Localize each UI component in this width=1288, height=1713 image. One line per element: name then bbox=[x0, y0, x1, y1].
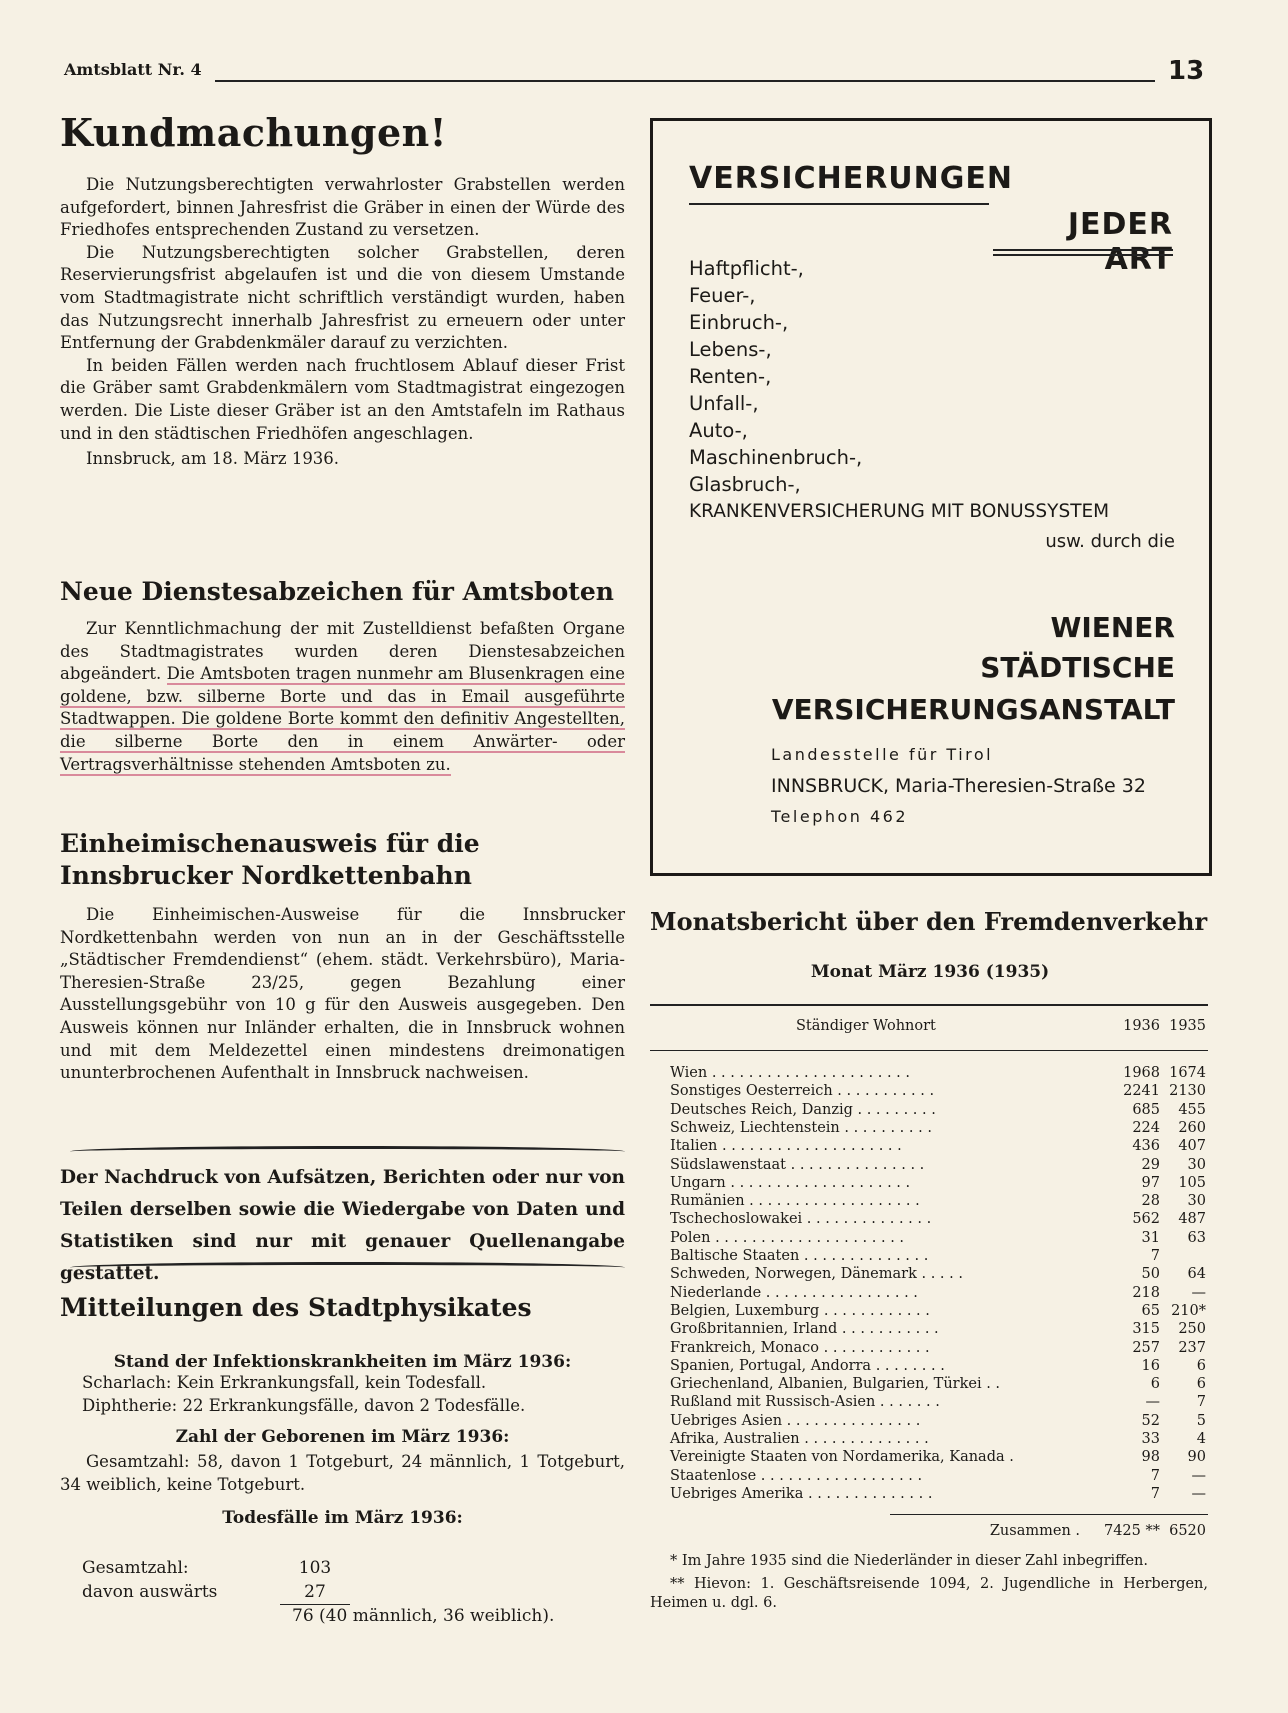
dienstesabzeichen-paragraph bbox=[60, 618, 625, 776]
row-country: Südslawenstaat . . . . . . . . . . . . . . . bbox=[670, 1156, 925, 1173]
row-value-1935: 105 bbox=[1178, 1174, 1206, 1191]
row-value-1936: 29 bbox=[1141, 1156, 1160, 1173]
einheimischen-title: Einheimischenausweis für die Innsbrucker Nordkettenbahn bbox=[60, 829, 480, 890]
table-row bbox=[650, 1339, 1208, 1357]
ad-item-auto: Auto-, bbox=[689, 419, 748, 442]
row-country: Afrika, Australien . . . . . . . . . . . . . . bbox=[670, 1431, 929, 1447]
table-row bbox=[650, 1137, 1208, 1155]
row-value-1936: 98 bbox=[1141, 1449, 1160, 1466]
divider-top bbox=[70, 1146, 625, 1157]
einheimischen-body bbox=[60, 904, 625, 1085]
footnote-2: ** Hievon: 1. Geschäftsreisende 1094, 2. Jugendliche in Herbergen, Heimen u. dgl. 6. bbox=[650, 1576, 1208, 1611]
todes-row-1-label: Gesamtzahl: bbox=[82, 1558, 189, 1578]
kundmachungen-section bbox=[60, 110, 625, 155]
kundmachungen-paragraph-2: Die Nutzungsberechtigten solcher Grabstellen, deren Reservierungsfrist abgelaufen ist und die von diesem Umstande vom Stadtmagistrate nicht schriftlich verständigt wurden, haben das Nutzungsrecht innerhalb Jahresfrist zu erneuern oder unter Entfernung der Grabdenkmäler darauf zu verzichten. bbox=[60, 242, 625, 353]
ad-item-haftpflicht: Haftpflicht-, bbox=[689, 257, 804, 280]
row-country: Griechenland, Albanien, Bulgarien, Türkei . . bbox=[670, 1376, 1001, 1393]
row-value-1936: 97 bbox=[1141, 1174, 1160, 1191]
table-row bbox=[650, 1485, 1208, 1503]
row-value-1936: 1968 bbox=[1123, 1065, 1160, 1081]
row-value-1936: 16 bbox=[1141, 1357, 1160, 1374]
table-total-rule bbox=[890, 1514, 1208, 1515]
row-country: Schweiz, Liechtenstein . . . . . . . . . . bbox=[670, 1119, 932, 1136]
col-header-1936: 1936 bbox=[1123, 1018, 1160, 1034]
todes-result: 76 (40 männlich, 36 weiblich). bbox=[292, 1606, 555, 1626]
row-value-1935: 2130 bbox=[1169, 1083, 1206, 1100]
row-value-1935: 455 bbox=[1178, 1101, 1206, 1118]
col-header-wohnort: Ständiger Wohnort bbox=[796, 1018, 936, 1034]
dienstesabzeichen-text-b: Die Amtsboten tragen nunmehr am Blusenkragen eine goldene, bzw. silberne Borte und das in Email ausgeführte Stadtwappen. Die goldene Borte kommt den definitiv Angestellten, die silberne Borte den in einem Anwärter- oder Vertragsverhältnisse stehenden Amtsboten zu. bbox=[60, 664, 626, 774]
ad-rule-2 bbox=[993, 249, 1173, 256]
stadtphysikat-body bbox=[60, 1352, 625, 1528]
table-row bbox=[650, 1412, 1208, 1430]
row-value-1935: 237 bbox=[1178, 1339, 1206, 1356]
row-value-1936: 28 bbox=[1141, 1193, 1160, 1210]
row-value-1935: — bbox=[1191, 1467, 1206, 1484]
row-value-1935: 6 bbox=[1196, 1357, 1206, 1374]
row-country: Deutsches Reich, Danzig . . . . . . . . . bbox=[670, 1101, 936, 1118]
kundmachungen-paragraph-1: Die Nutzungsberechtigten verwahrloster Grabstellen werden aufgefordert, binnen Jahresfrist die Gräber in einen der Würde des Friedhofes entsprechenden Zustand zu versetzen. bbox=[60, 175, 625, 240]
row-value-1936: — bbox=[1145, 1394, 1160, 1411]
todes-heading: Todesfälle im März 1936: bbox=[222, 1508, 463, 1529]
infekt-line-2: Diphtherie: 22 Erkrankungsfälle, davon 2 Todesfälle. bbox=[82, 1395, 526, 1415]
table-row bbox=[650, 1393, 1208, 1411]
row-country: Frankreich, Monaco . . . . . . . . . . . . bbox=[670, 1339, 930, 1356]
todes-row-1-value: 103 bbox=[298, 1558, 332, 1578]
row-value-1935: 30 bbox=[1187, 1193, 1206, 1210]
infekt-heading: Stand der Infektionskrankheiten im März 1936: bbox=[113, 1352, 572, 1372]
row-value-1935: 210* bbox=[1171, 1302, 1206, 1319]
ad-address: INNSBRUCK, Maria-Theresien-Straße 32 bbox=[771, 775, 1146, 797]
header-left: Amtsblatt Nr. 4 bbox=[64, 60, 202, 79]
row-value-1935: 250 bbox=[1178, 1321, 1206, 1338]
row-country: Sonstiges Oesterreich . . . . . . . . . . . bbox=[670, 1083, 935, 1100]
row-country: Belgien, Luxemburg . . . . . . . . . . . . bbox=[670, 1302, 930, 1319]
footnotes bbox=[650, 1552, 1208, 1613]
row-value-1935: 407 bbox=[1178, 1138, 1206, 1155]
row-value-1935: 90 bbox=[1187, 1449, 1206, 1466]
ad-rule-1 bbox=[689, 203, 989, 205]
table-row bbox=[650, 1210, 1208, 1228]
kundmachungen-body bbox=[60, 174, 625, 471]
table-row bbox=[650, 1467, 1208, 1485]
table-row bbox=[650, 1430, 1208, 1448]
table-row bbox=[650, 1064, 1208, 1082]
row-country: Staatenlose . . . . . . . . . . . . . . . . . . bbox=[670, 1467, 923, 1484]
ad-usw: usw. durch die bbox=[1045, 531, 1175, 552]
row-value-1935: 5 bbox=[1196, 1412, 1206, 1429]
page-number: 13 bbox=[1168, 56, 1205, 86]
fremdenverkehr-section bbox=[650, 906, 1210, 938]
kundmachungen-title: Kundmachungen! bbox=[60, 110, 447, 155]
ad-jeder-art: JEDER ART bbox=[1067, 207, 1173, 277]
row-value-1935: 30 bbox=[1187, 1156, 1206, 1173]
todes-row-2 bbox=[82, 1580, 602, 1604]
row-value-1935: 7 bbox=[1196, 1394, 1206, 1411]
table-row bbox=[650, 1302, 1208, 1320]
row-value-1936: 2241 bbox=[1123, 1083, 1160, 1100]
row-value-1935: 6 bbox=[1196, 1376, 1206, 1393]
fremdenverkehr-title: Monatsbericht über den Fremdenverkehr bbox=[650, 907, 1208, 936]
einheimischen-paragraph: Die Einheimischen-Ausweise für die Innsbrucker Nordkettenbahn werden von nun an in der Geschäftsstelle „Städtischer Fremdendienst“ (ehem. städt. Verkehrsbüro), Maria-Theresien-Straße 23/25, gegen Bezahlung einer Ausstellungsgebühr von 10 g für den Ausweis ausgegeben. Den Ausweis können nur Inländer erhalten, die in Innsbruck wohnen und mit dem Meldezettel einen mindestens dreimonatigen ununterbrochenen Aufenthalt in Innsbruck nachweisen. bbox=[60, 905, 625, 1083]
table-row bbox=[650, 1320, 1208, 1338]
kundmachungen-date: Innsbruck, am 18. März 1936. bbox=[86, 449, 340, 469]
row-value-1936: 6 bbox=[1150, 1376, 1160, 1393]
table-row bbox=[650, 1101, 1208, 1119]
ad-item-einbruch: Einbruch-, bbox=[689, 311, 789, 334]
row-value-1936: 224 bbox=[1132, 1119, 1160, 1136]
row-value-1935: 487 bbox=[1178, 1211, 1206, 1228]
kundmachungen-paragraph-3: In beiden Fällen werden nach fruchtlosem Ablauf dieser Frist die Gräber samt Grabdenkmälern vom Stadtmagistrat eingezogen werden. Die Liste dieser Gräber ist an den Amtstafeln im Rathaus und in den städtischen Friedhöfen angeschlagen. bbox=[60, 355, 625, 443]
todes-table bbox=[82, 1556, 602, 1628]
ad-wiener: WIENER bbox=[1050, 611, 1175, 644]
row-country: Italien . . . . . . . . . . . . . . . . . . . . bbox=[670, 1138, 902, 1155]
row-value-1936: 65 bbox=[1141, 1302, 1160, 1319]
ad-versicherungen: VERSICHERUNGEN bbox=[689, 161, 1013, 196]
ad-anstalt: VERSICHERUNGSANSTALT bbox=[771, 693, 1175, 726]
table-row bbox=[650, 1448, 1208, 1466]
row-value-1936: 436 bbox=[1132, 1138, 1160, 1155]
row-value-1936: 7 bbox=[1150, 1467, 1160, 1484]
row-value-1936: 685 bbox=[1132, 1101, 1160, 1118]
table-row bbox=[650, 1265, 1208, 1283]
table-total bbox=[650, 1523, 1208, 1543]
row-country: Niederlande . . . . . . . . . . . . . . . . . bbox=[670, 1284, 918, 1301]
row-value-1935: 63 bbox=[1187, 1229, 1206, 1246]
row-value-1936: 33 bbox=[1141, 1431, 1160, 1447]
total-1935: 6520 bbox=[1169, 1523, 1206, 1539]
row-value-1936: 50 bbox=[1141, 1266, 1160, 1283]
col-header-1935: 1935 bbox=[1169, 1018, 1206, 1034]
dienstesabzeichen-text-a: Zur Kenntlichmachung der mit Zustelldienst befaßten Organe des Stadtmagistrates wurden deren Dienstesabzeichen abgeändert. bbox=[60, 619, 625, 684]
todes-row-2-label: davon auswärts bbox=[82, 1582, 218, 1602]
total-label: Zusammen . bbox=[989, 1523, 1080, 1539]
row-value-1936: 257 bbox=[1132, 1339, 1160, 1356]
row-country: Polen . . . . . . . . . . . . . . . . . . . . . bbox=[670, 1229, 905, 1246]
row-country: Uebriges Amerika . . . . . . . . . . . . . . bbox=[670, 1485, 933, 1502]
dienstesabzeichen-section bbox=[60, 576, 625, 608]
ad-telephon: Telephon 462 bbox=[771, 807, 909, 826]
todes-row-1 bbox=[82, 1556, 602, 1580]
fremdenverkehr-table bbox=[650, 1064, 1208, 1524]
divider-bottom bbox=[70, 1262, 625, 1273]
row-country: Spanien, Portugal, Andorra . . . . . . . . bbox=[670, 1357, 945, 1374]
table-row bbox=[650, 1375, 1208, 1393]
insurance-ad bbox=[650, 118, 1212, 876]
ad-item-unfall: Unfall-, bbox=[689, 392, 759, 415]
table-row bbox=[650, 1082, 1208, 1100]
infekt-line-1: Scharlach: Kein Erkrankungsfall, kein Todesfall. bbox=[82, 1373, 487, 1392]
row-country: Wien . . . . . . . . . . . . . . . . . . . . . . bbox=[670, 1065, 911, 1081]
row-value-1936: 315 bbox=[1132, 1321, 1160, 1338]
row-country: Baltische Staaten . . . . . . . . . . . . . . bbox=[670, 1248, 929, 1264]
todes-row-2-value: 27 bbox=[280, 1580, 350, 1605]
table-row bbox=[650, 1357, 1208, 1375]
row-value-1936: 218 bbox=[1132, 1284, 1160, 1301]
stadtphysikat-section bbox=[60, 1292, 625, 1324]
row-value-1935: 4 bbox=[1196, 1431, 1206, 1447]
table-header-rule bbox=[650, 1050, 1208, 1051]
row-value-1935: 260 bbox=[1178, 1119, 1206, 1136]
ad-item-renten: Renten-, bbox=[689, 365, 772, 388]
ad-staedtische: STÄDTISCHE bbox=[980, 651, 1175, 684]
table-row bbox=[650, 1284, 1208, 1302]
table-row bbox=[650, 1229, 1208, 1247]
row-country: Rumänien . . . . . . . . . . . . . . . . . . . bbox=[670, 1193, 920, 1210]
header-rule bbox=[215, 80, 1155, 82]
ad-landesstelle: Landesstelle für Tirol bbox=[771, 745, 994, 764]
dienstesabzeichen-title: Neue Dienstesabzeichen für Amtsboten bbox=[60, 577, 614, 606]
row-value-1936: 31 bbox=[1141, 1229, 1160, 1246]
row-value-1935: 1674 bbox=[1169, 1065, 1206, 1081]
ad-kranken: KRANKENVERSICHERUNG MIT BONUSSYSTEM bbox=[689, 501, 1110, 522]
row-country: Ungarn . . . . . . . . . . . . . . . . . . . . bbox=[670, 1174, 911, 1191]
row-value-1936: 7 bbox=[1150, 1248, 1160, 1264]
table-row bbox=[650, 1174, 1208, 1192]
row-value-1936: 52 bbox=[1141, 1412, 1160, 1429]
table-row bbox=[650, 1192, 1208, 1210]
row-country: Großbritannien, Irland . . . . . . . . . . . bbox=[670, 1321, 939, 1338]
total-1936: 7425 ** bbox=[1103, 1523, 1160, 1539]
ad-item-glasbruch: Glasbruch-, bbox=[689, 473, 801, 496]
row-country: Schweden, Norwegen, Dänemark . . . . . bbox=[670, 1266, 963, 1283]
row-value-1935: 64 bbox=[1187, 1266, 1206, 1283]
row-value-1936: 562 bbox=[1132, 1211, 1160, 1228]
row-country: Tschechoslowakei . . . . . . . . . . . . . . bbox=[670, 1211, 932, 1228]
fremdenverkehr-subtitle: Monat März 1936 (1935) bbox=[810, 962, 1050, 982]
row-value-1936: 7 bbox=[1150, 1485, 1160, 1502]
footnote-1: * Im Jahre 1935 sind die Niederländer in dieser Zahl inbegriffen. bbox=[670, 1553, 1148, 1569]
nachdruck-notice: Der Nachdruck von Aufsätzen, Berichten oder nur von Teilen derselben sowie die Wiedergabe von Daten und Statistiken sind nur mit genauer Quellenangabe gestattet. bbox=[60, 1167, 625, 1284]
geborene-heading: Zahl der Geborenen im März 1936: bbox=[175, 1427, 510, 1448]
ad-item-feuer: Feuer-, bbox=[689, 284, 756, 307]
ad-item-lebens: Lebens-, bbox=[689, 338, 772, 361]
table-row bbox=[650, 1247, 1208, 1265]
row-country: Uebriges Asien . . . . . . . . . . . . . . . bbox=[670, 1412, 921, 1429]
einheimischen-section bbox=[60, 828, 625, 892]
dienstesabzeichen-body bbox=[60, 618, 625, 776]
table-row bbox=[650, 1119, 1208, 1137]
table-top-rule bbox=[650, 1004, 1208, 1006]
geborene-text: Gesamtzahl: 58, davon 1 Totgeburt, 24 männlich, 1 Totgeburt, 34 weiblich, keine Totgeburt. bbox=[60, 1452, 625, 1494]
row-country: Vereinigte Staaten von Nordamerika, Kanada . bbox=[670, 1449, 1014, 1466]
table-row bbox=[650, 1156, 1208, 1174]
row-value-1935: — bbox=[1191, 1485, 1206, 1502]
stadtphysikat-title: Mitteilungen des Stadtphysikates bbox=[60, 1293, 532, 1322]
row-value-1935: — bbox=[1191, 1284, 1206, 1301]
row-country: Rußland mit Russisch-Asien . . . . . . . bbox=[670, 1394, 940, 1411]
ad-item-maschinenbruch: Maschinenbruch-, bbox=[689, 446, 863, 469]
